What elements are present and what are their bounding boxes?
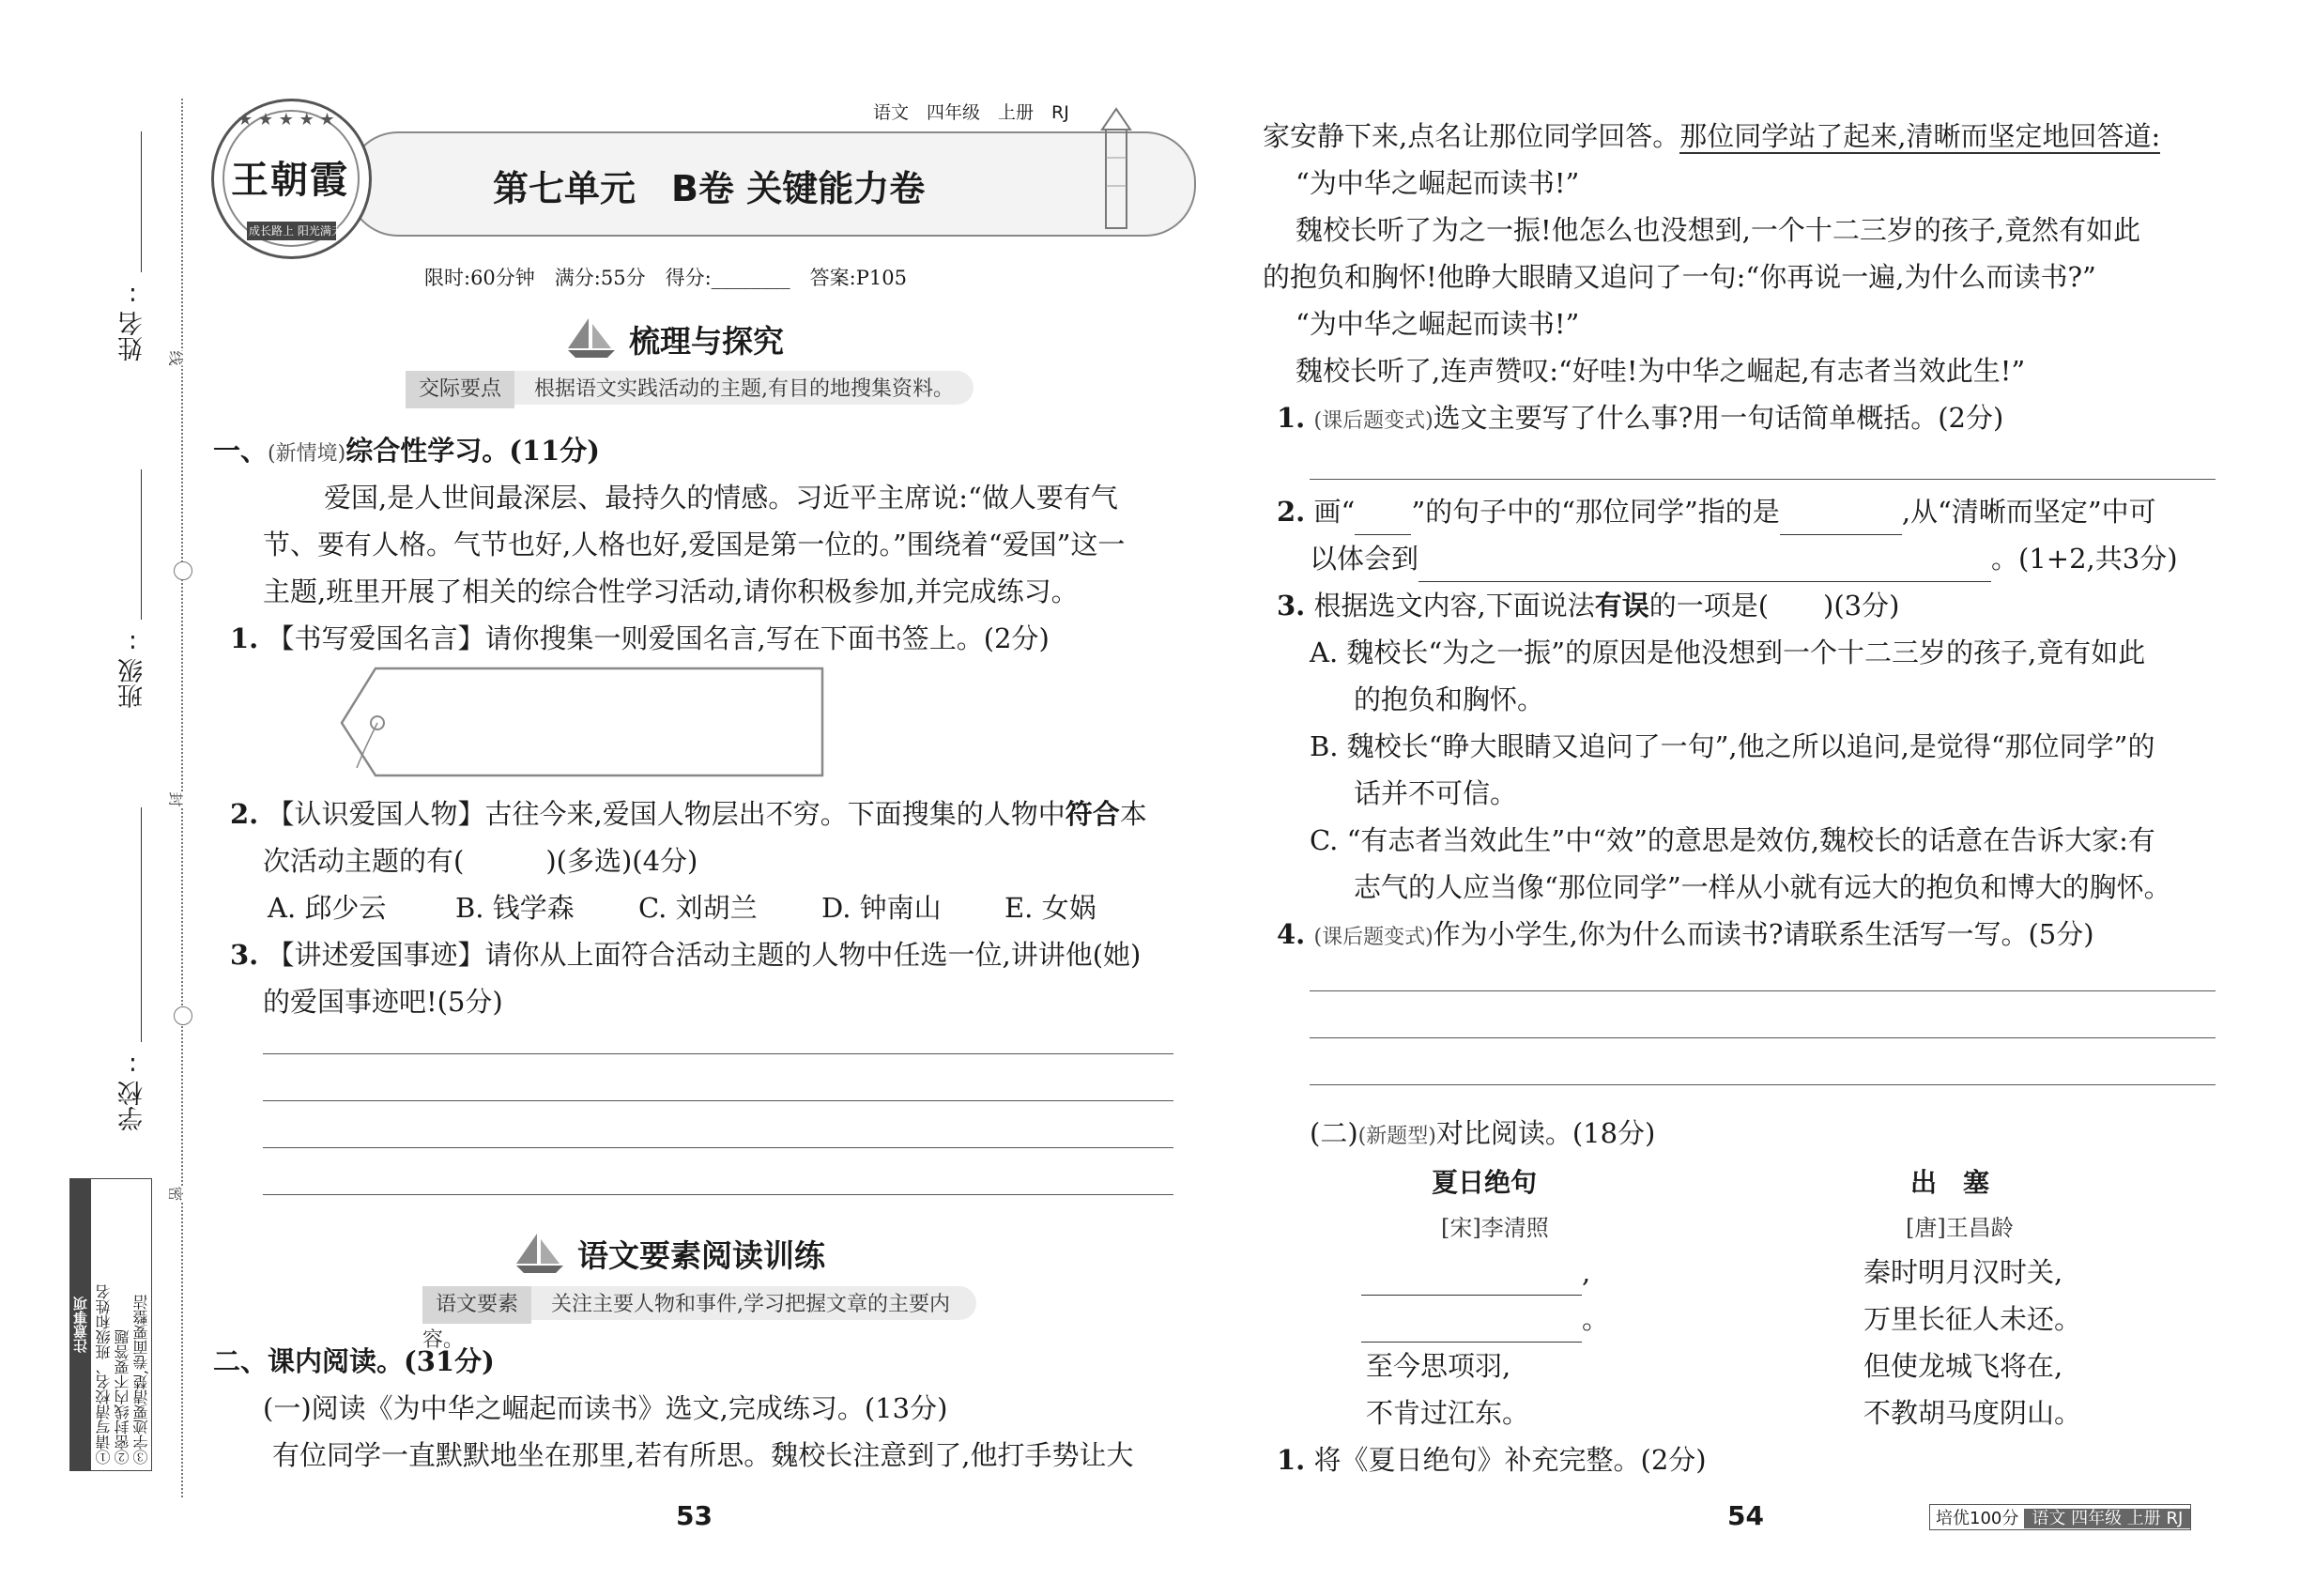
- answer-line[interactable]: [263, 1194, 1173, 1195]
- bookmark-answer-box[interactable]: [338, 665, 826, 787]
- poem-1-line-1: ,: [1361, 1249, 1590, 1296]
- reading-question-1: 1. (课后题变式)选文主要写了什么事?用一句话简单概括。(2分): [1277, 402, 2004, 434]
- poem-2-line: 但使龙城飞将在,: [1863, 1350, 2063, 1382]
- question-1-3: 3. 【讲述爱国事迹】请你从上面符合活动主题的人物中任选一位,讲讲他(她): [230, 939, 1142, 971]
- answer-blank[interactable]: [1418, 549, 1991, 582]
- poem-2-line: 万里长征人未还。: [1863, 1303, 2082, 1335]
- tip-label: 语文要素: [422, 1286, 531, 1324]
- notice-item: ①请写清校名、班级和姓名: [95, 1284, 113, 1465]
- reading-question-4: 4. (课后题变式)作为小学生,你为什么而读书?请联系生活写一写。(5分): [1277, 918, 2094, 950]
- reading-question-3: 3. 根据选文内容,下面说法有误的一项是( )(3分): [1277, 590, 1900, 622]
- option[interactable]: B. 钱学森: [455, 892, 575, 924]
- notice-box: [69, 1178, 152, 1471]
- brand-name: 王朝霞: [231, 159, 349, 202]
- answer-line[interactable]: [263, 1100, 1173, 1101]
- lighthouse-icon: [1089, 101, 1145, 233]
- passage-text: “为中华之崛起而读书!”: [1296, 167, 1580, 199]
- notice-item: ③字迹要清楚,卷面要整洁: [132, 1294, 150, 1465]
- choice-c[interactable]: C. “有志者当效此生”中“效”的意思是效仿,魏校长的话意在告诉大家:有: [1310, 824, 2155, 856]
- poem-1-title: 夏日绝句: [1432, 1167, 1538, 1198]
- poem-1-line-4: 不肯过江东。: [1366, 1397, 1530, 1429]
- page-right: [1188, 0, 2300, 1596]
- answer-line[interactable]: [263, 1147, 1173, 1148]
- poem-1-author: [宋]李清照: [1441, 1215, 1549, 1241]
- question-1-heading: 一、(新情境)综合性学习。(11分): [213, 435, 600, 467]
- answer-line[interactable]: [1310, 1037, 2216, 1038]
- school-field[interactable]: [141, 807, 142, 1042]
- class-field[interactable]: [141, 469, 142, 620]
- answer-line[interactable]: [1310, 479, 2216, 480]
- poem-2-line: 秦时明月汉时关,: [1863, 1256, 2063, 1288]
- poem-blank[interactable]: [1361, 1263, 1582, 1296]
- question-1-1: 1. 【书写爱国名言】请你搜集一则爱国名言,写在下面书签上。(2分): [230, 622, 1050, 654]
- svg-text:★ ★ ★ ★ ★: ★ ★ ★ ★ ★: [238, 110, 335, 130]
- part-2-heading: (二)(新题型)对比阅读。(18分): [1310, 1117, 1656, 1149]
- option-list: [268, 884, 1096, 931]
- option[interactable]: A. 邱少云: [268, 892, 387, 924]
- question-1-2: 2. 【认识爱国人物】古往今来,爱国人物层出不穷。下面搜集的人物中符合本: [230, 798, 1147, 830]
- passage-text: 魏校长听了为之一振!他怎么也没想到,一个十二三岁的孩子,竟然有如此: [1296, 214, 2141, 246]
- poem-1-line-3: 至今思项羽,: [1366, 1350, 1511, 1382]
- poem-blank[interactable]: [1361, 1310, 1582, 1343]
- option[interactable]: C. 刘胡兰: [638, 892, 758, 924]
- footer-brand: 培优100分: [1936, 1509, 2019, 1528]
- choice-b[interactable]: B. 魏校长“睁大眼睛又追问了一句”,他之所以追问,是觉得“那位同学”的: [1310, 730, 2155, 762]
- poem-2-author: [唐]王昌龄: [1906, 1215, 2014, 1241]
- tip-text: 关注主要人物和事件,学习把握文章的主要内容。: [422, 1293, 951, 1352]
- page-number: 53: [676, 1500, 713, 1531]
- page-title: 第七单元 B卷 关键能力卷: [493, 168, 926, 209]
- choice-a[interactable]: A. 魏校长“为之一振”的原因是他没想到一个十二三岁的孩子,竟有如此: [1310, 637, 2146, 668]
- page-number: 54: [1727, 1500, 1764, 1531]
- line-mark: 线: [166, 350, 188, 365]
- name-label: 姓名:: [118, 282, 147, 361]
- answer-line[interactable]: [1310, 1084, 2216, 1085]
- footer-tag: [1929, 1504, 2191, 1530]
- binding-margin: [0, 0, 188, 1596]
- secret-mark: 密: [166, 1186, 188, 1201]
- answer-line[interactable]: [1310, 990, 2216, 991]
- choice-a-cont: 的抱负和胸怀。: [1354, 683, 1545, 715]
- class-label: 班级:: [118, 629, 147, 709]
- underline-sample: [1355, 502, 1411, 535]
- passage-text: “为中华之崛起而读书!”: [1296, 308, 1580, 340]
- brand-tagline: 成长路上 阳光满天: [249, 224, 343, 238]
- reading-question-2: 2. 画“ ”的句子中的“那位同学”指的是 ,从“清晰而坚定”中可: [1277, 488, 2156, 535]
- reading-question-2-line2: 以体会到 。(1+2,共3分): [1310, 535, 2178, 582]
- tip-label: 交际要点: [406, 371, 514, 408]
- option[interactable]: D. 钟南山: [821, 892, 942, 924]
- seal-mark: 封: [166, 791, 188, 806]
- book-info: 语文 四年级 上册 RJ: [873, 102, 1069, 123]
- name-field[interactable]: [141, 131, 142, 272]
- page-left: [188, 0, 1188, 1596]
- answer-line[interactable]: [263, 1053, 1173, 1054]
- notice-title: 注意事项: [70, 1179, 91, 1470]
- section-title-reading: 语文要素阅读训练: [577, 1237, 825, 1274]
- school-label: 学校:: [118, 1051, 147, 1131]
- brand-logo: [211, 99, 372, 259]
- tip-strip: [422, 1286, 976, 1352]
- passage-1-heading: (一)阅读《为中华之崛起而读书》选文,完成练习。(13分): [263, 1392, 948, 1424]
- tip-strip: [406, 371, 974, 405]
- poem-2-title: 出 塞: [1910, 1167, 1990, 1198]
- sailboat-icon: [507, 1230, 573, 1277]
- poem-1-line-2: 。: [1361, 1296, 1609, 1343]
- passage-text: 有位同学一直默默地坐在那里,若有所思。魏校长注意到了,他打手势让大: [272, 1439, 1134, 1471]
- choice-b-cont: 话并不可信。: [1354, 777, 1518, 809]
- underlined-sentence: 那位同学站了起来,清晰而坚定地回答道:: [1679, 120, 2161, 152]
- choice-c-cont: 志气的人应当像“那位同学”一样从小就有远大的抱负和博大的胸怀。: [1354, 871, 2171, 903]
- section-title-inquiry: 梳理与探究: [629, 323, 784, 360]
- notice-item: ②密封线内不要答题: [114, 1329, 131, 1465]
- tip-text: 根据语文实践活动的主题,有目的地搜集资料。: [534, 377, 955, 401]
- poem-question-1: 1. 将《夏日绝句》补充完整。(2分): [1277, 1444, 1707, 1476]
- question-1-text: 主题,班里开展了相关的综合性学习活动,请你积极参加,并完成练习。: [263, 575, 1079, 607]
- answer-blank[interactable]: [1780, 502, 1902, 535]
- question-1-3-line2: 的爱国事迹吧!(5分): [263, 986, 503, 1018]
- poem-2-line: 不教胡马度阴山。: [1863, 1397, 2082, 1429]
- question-1-text: 节、要有人格。气节也好,人格也好,爱国是第一位的。”围绕着“爱国”这一: [263, 529, 1126, 560]
- option[interactable]: E. 女娲: [1004, 892, 1096, 924]
- exam-meta: 限时:60分钟 满分:55分 得分:________ 答案:P105: [424, 267, 907, 289]
- sailboat-icon: [559, 315, 624, 361]
- passage-text: 的抱负和胸怀!他睁大眼睛又追问了一句:“你再说一遍,为什么而读书?”: [1263, 261, 2096, 293]
- passage-text: 家安静下来,点名让那位同学回答。那位同学站了起来,清晰而坚定地回答道:: [1263, 120, 2161, 152]
- question-1-text: 爱国,是人世间最深层、最持久的情感。习近平主席说:“做人要有气: [324, 482, 1118, 514]
- passage-text: 魏校长听了,连声赞叹:“好哇!为中华之崛起,有志者当效此生!”: [1296, 355, 2026, 387]
- question-2-heading: 二、课内阅读。(31分): [213, 1345, 495, 1377]
- footer-info: 语文 四年级 上册 RJ: [2024, 1509, 2190, 1528]
- question-1-2-line2[interactable]: 次活动主题的有( )(多选)(4分): [263, 845, 698, 877]
